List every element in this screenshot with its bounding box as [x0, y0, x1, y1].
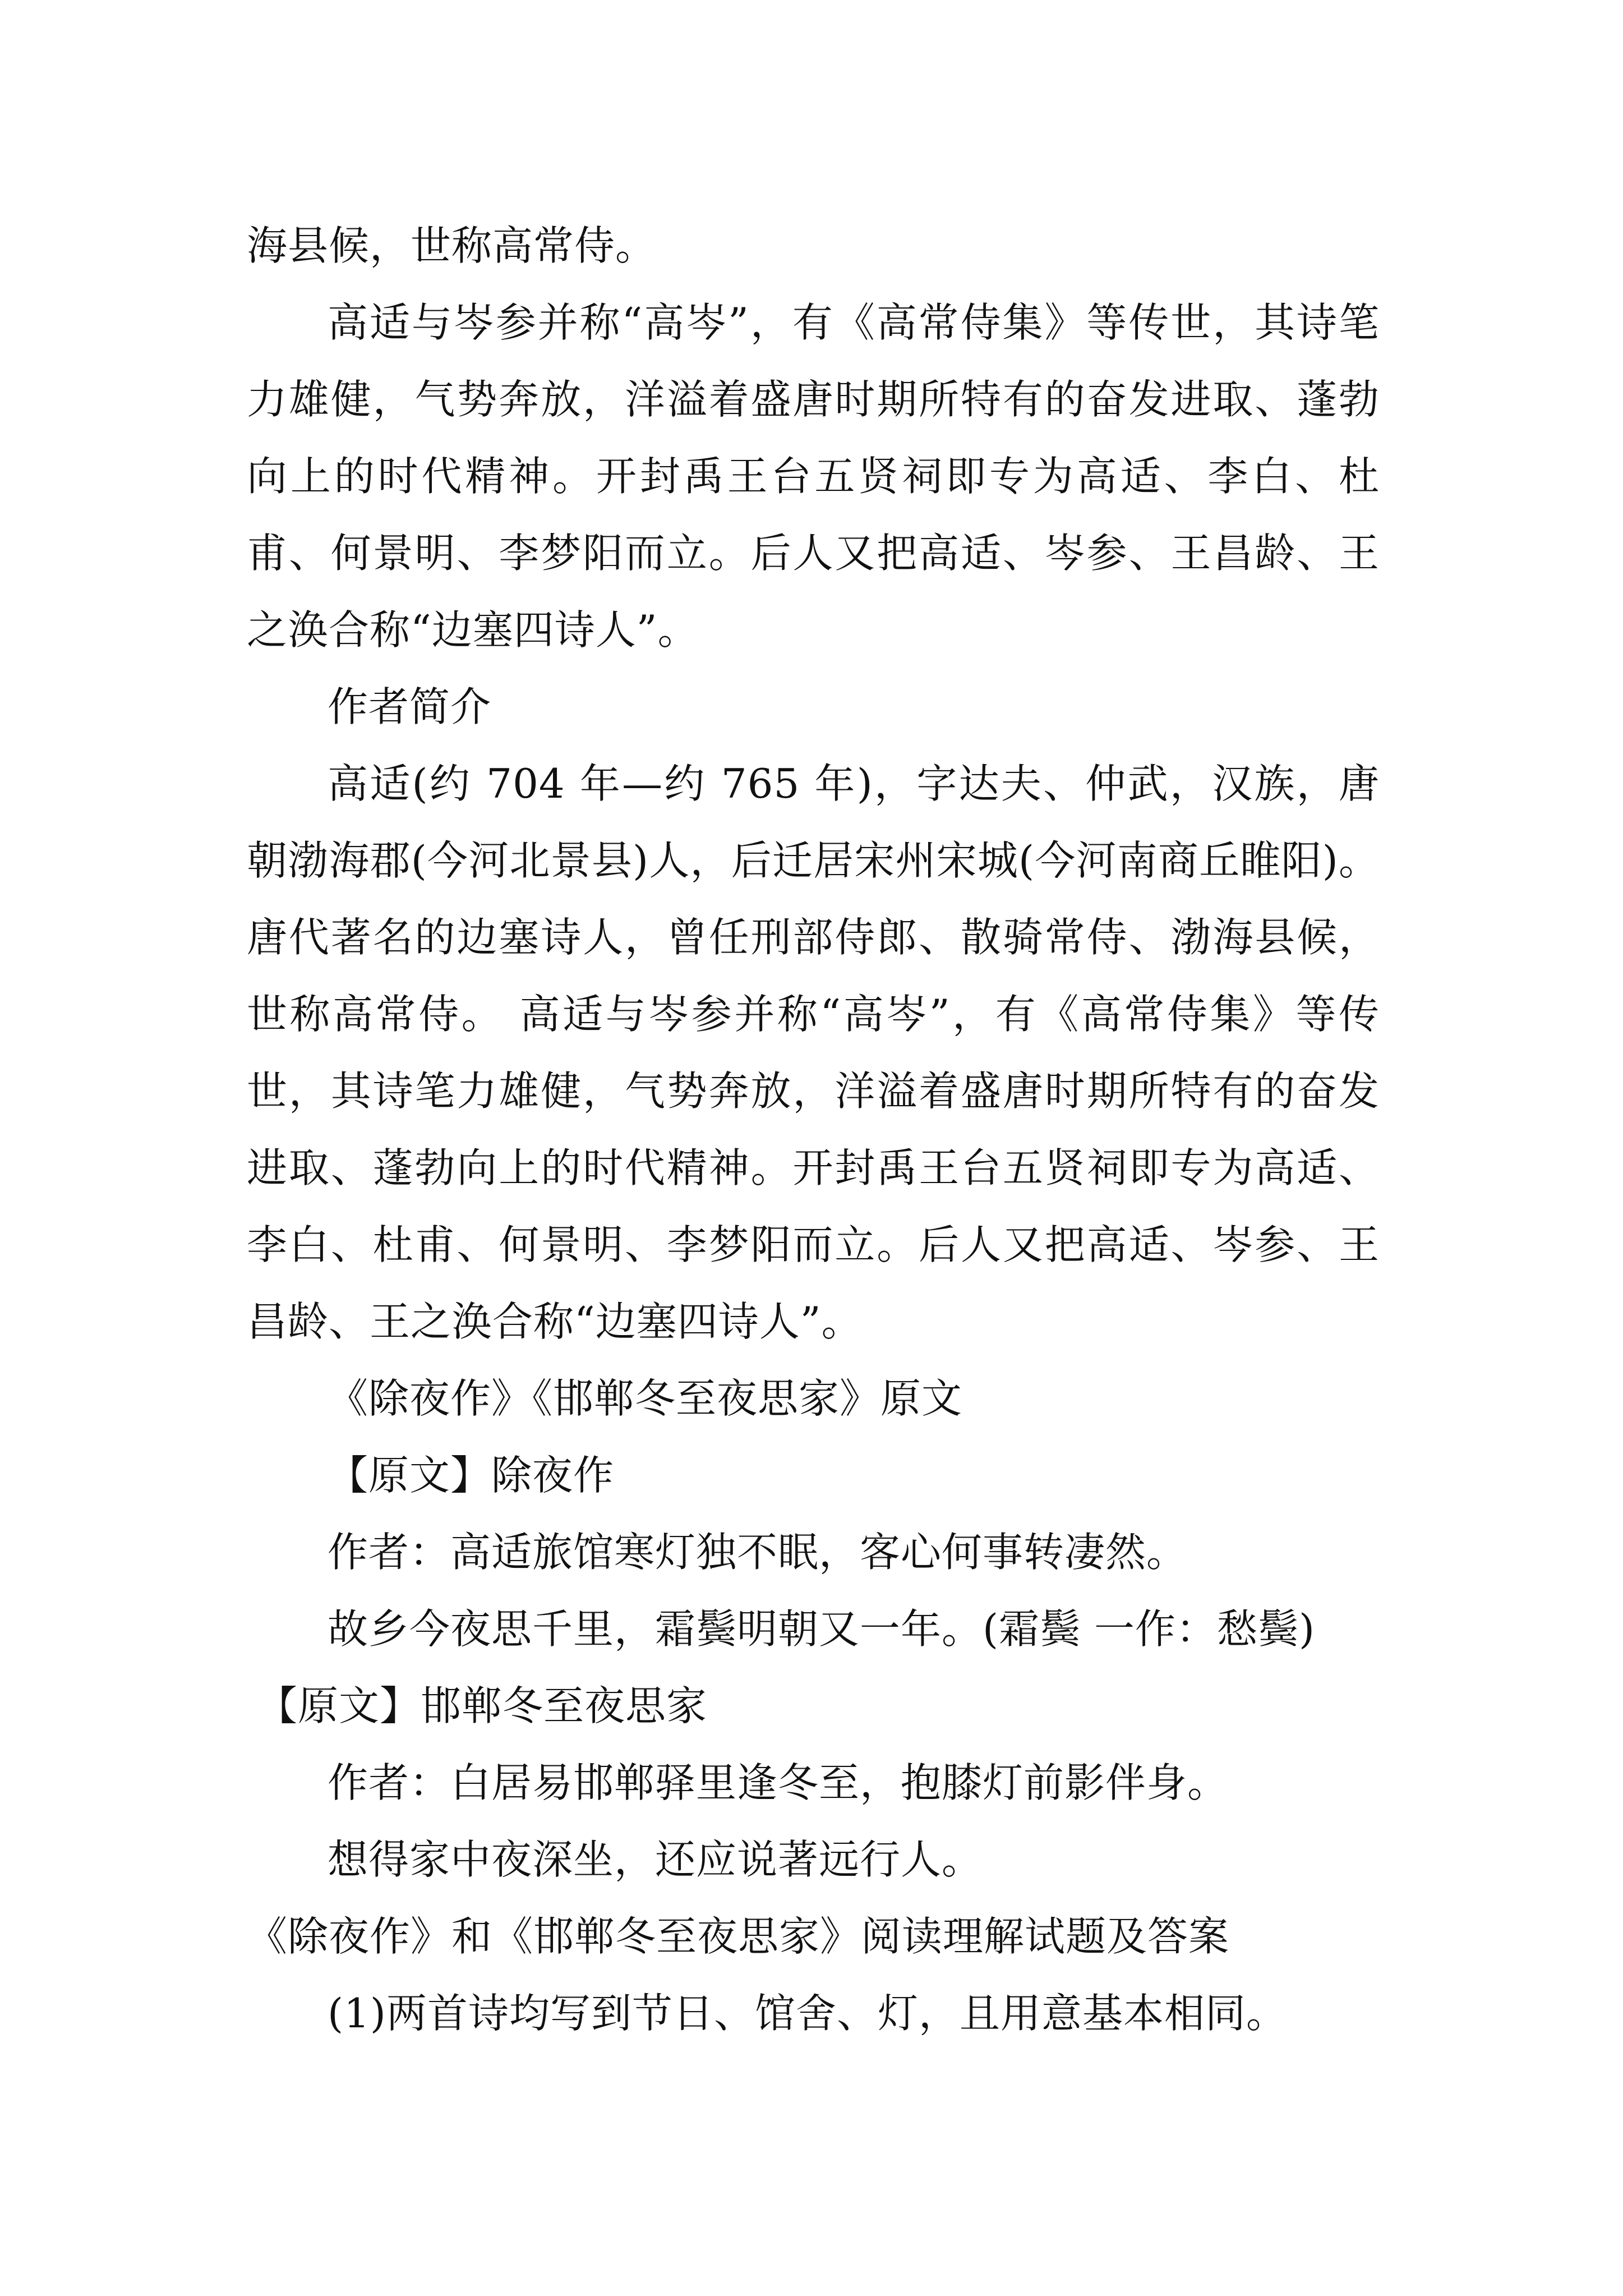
paragraph-continuation: 海县候，世称高常侍。 — [247, 222, 657, 269]
paragraph-gaoshi-legacy: 高适与岑参并称“高岑”，有《高常侍集》等传世，其诗笔力雄健，气势奔放，洋溢着盛唐时期所特有的奋发进取、蓬勃向上的时代精神。开封禹王台五贤祠即专为高适、李白、杜甫、何景明、李梦阳而立。后人又把高适、岑参、王昌龄、王之涣合称“边塞四诗人”。 — [247, 299, 1380, 654]
poem2-line2: 想得家中夜深坐，还应说著远行人。 — [328, 1836, 983, 1883]
document-body — [247, 208, 1380, 2052]
heading-original-texts: 《除夜作》《邯郸冬至夜思家》原文 — [328, 1375, 963, 1422]
poem1-line2: 故乡今夜思千里，霜鬓明朝又一年。(霜鬓 一作：愁鬓) — [328, 1605, 1316, 1653]
heading-questions: 《除夜作》和《邯郸冬至夜思家》阅读理解试题及答案 — [247, 1913, 1230, 1960]
poem1-title: 【原文】除夜作 — [328, 1452, 615, 1499]
poem2-title: 【原文】邯郸冬至夜思家 — [257, 1682, 708, 1729]
poem2-line1: 作者：白居易邯郸驿里逢冬至，抱膝灯前影伴身。 — [328, 1759, 1229, 1806]
heading-author-intro: 作者简介 — [328, 683, 492, 730]
paragraph-author-bio: 高适(约 704 年—约 765 年)，字达夫、仲武，汉族，唐朝渤海郡(今河北景县)人，后迁居宋州宋城(今河南商丘睢阳)。唐代著名的边塞诗人，曾任刑部侍郎、散骑常侍、渤海县候，世称高常侍。 高适与岑参并称“高岑”，有《高常侍集》等传世，其诗笔力雄健，气势奔放，洋溢着盛唐时期所特有的奋发进取、蓬勃向上的时代精神。开封禹王台五贤祠即专为高适、李白、杜甫、何景明、李梦阳而立。后人又把高适、岑参、王昌龄、王之涣合称“边塞四诗人”。 — [247, 760, 1380, 1345]
poem1-line1: 作者：高适旅馆寒灯独不眠，客心何事转凄然。 — [328, 1529, 1188, 1576]
question-1: (1)两首诗均写到节日、馆舍、灯，且用意基本相同。 — [328, 1990, 1287, 2037]
